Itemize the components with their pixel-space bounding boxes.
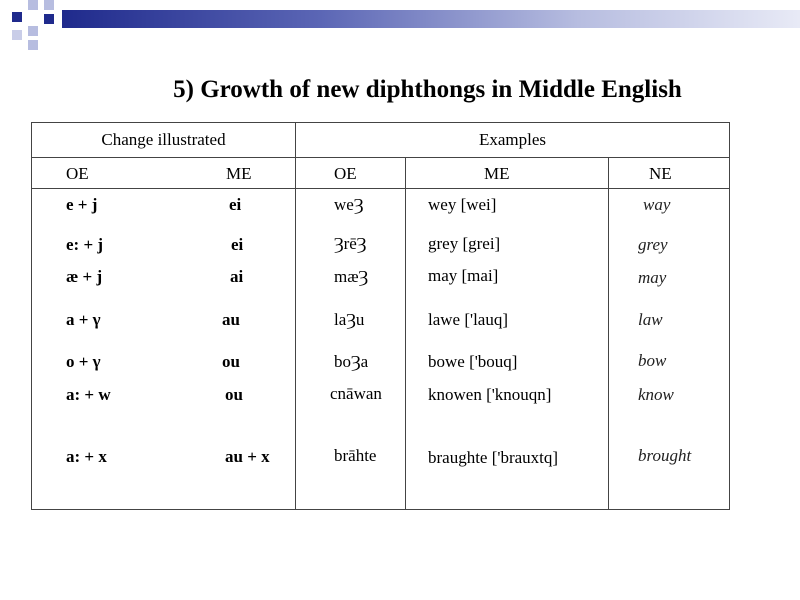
header-change-illustrated: Change illustrated	[32, 123, 296, 158]
examples-oe-column	[296, 189, 406, 510]
example-oe: brāhte	[334, 446, 377, 465]
change-oe: e: + j	[66, 235, 104, 254]
subheader-me-left: ME	[226, 164, 252, 183]
decor-square	[28, 40, 38, 50]
decor-square	[44, 14, 54, 24]
decor-square	[28, 26, 38, 36]
change-me: au + x	[225, 447, 270, 466]
decor-square	[12, 30, 22, 40]
diphthong-table	[31, 122, 730, 510]
change-oe: a: + w	[66, 385, 111, 404]
change-oe: e + j	[66, 195, 98, 214]
change-column	[32, 189, 296, 510]
change-me: au	[222, 310, 240, 329]
decor-square	[44, 0, 54, 10]
decor-square	[12, 12, 22, 22]
subheader-me: ME	[406, 158, 609, 189]
change-oe: a + γ	[66, 310, 101, 329]
example-ne: law	[638, 310, 663, 329]
example-me: may [mai]	[428, 266, 499, 285]
example-oe: boȜa	[334, 352, 369, 371]
example-me: wey [wei]	[428, 195, 497, 214]
example-ne: bow	[638, 351, 667, 370]
slide-title: 5) Growth of new diphthongs in Middle English	[173, 76, 682, 103]
change-me: ei	[231, 235, 244, 254]
example-oe: cnāwan	[330, 384, 382, 403]
example-me: lawe ['lauq]	[428, 310, 508, 329]
header-gradient-bar	[62, 10, 800, 28]
example-oe: laȜu	[334, 310, 365, 329]
example-me: braughte ['brauxtq]	[428, 448, 559, 467]
change-me: ei	[229, 195, 242, 214]
examples-ne-column	[609, 189, 730, 510]
decor-square	[28, 0, 38, 10]
example-ne: know	[638, 385, 674, 404]
example-oe: mæȜ	[334, 267, 369, 286]
example-oe: weȜ	[334, 195, 364, 214]
header-examples: Examples	[296, 123, 730, 158]
example-ne: brought	[638, 446, 692, 465]
subheader-ne: NE	[609, 158, 730, 189]
example-me: grey [grei]	[428, 234, 501, 253]
change-oe: o + γ	[66, 352, 101, 371]
examples-me-column	[406, 189, 609, 510]
change-me: ai	[230, 267, 244, 286]
example-oe: ȜrēȜ	[334, 234, 367, 253]
change-oe: æ + j	[66, 267, 103, 286]
subheader-oe: OE	[296, 158, 406, 189]
example-ne: may	[638, 268, 667, 287]
example-me: bowe ['bouq]	[428, 352, 518, 371]
example-ne: grey	[638, 235, 668, 254]
example-me: knowen ['knouqn]	[428, 385, 552, 404]
change-me: ou	[225, 385, 243, 404]
change-oe: a: + x	[66, 447, 107, 466]
example-ne: way	[643, 195, 671, 214]
change-me: ou	[222, 352, 240, 371]
subheader-change	[32, 158, 296, 189]
subheader-oe-left: OE	[66, 164, 89, 183]
